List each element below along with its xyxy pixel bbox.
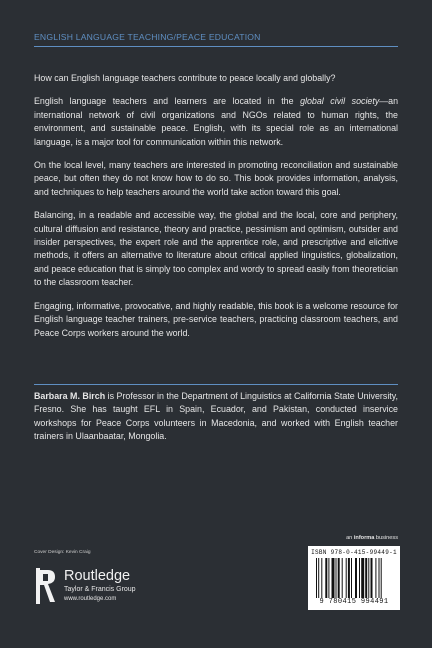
barcode-bar bbox=[346, 558, 347, 598]
publisher-block bbox=[34, 566, 214, 606]
barcode-bar bbox=[368, 558, 369, 598]
barcode-bar bbox=[361, 558, 364, 598]
publisher-group: Taylor & Francis Group bbox=[64, 586, 136, 593]
barcode-bar bbox=[365, 558, 367, 598]
informa-tagline bbox=[346, 535, 398, 541]
p1-emphasis: global civil society bbox=[300, 96, 380, 107]
blurb-paragraph-2: On the local level, many teachers are interested in promoting reconciliation and sustainable peace, but often they do not know how to do so. This book provides information, analysis, and techniques to help teachers around the world take action toward this goal. bbox=[34, 160, 398, 197]
barcode-bar bbox=[381, 558, 382, 598]
informa-suffix: business bbox=[374, 535, 398, 541]
barcode-bar bbox=[318, 558, 319, 598]
barcode-bar bbox=[359, 558, 360, 598]
informa-brand: informa bbox=[353, 535, 375, 541]
barcode-bar bbox=[321, 558, 322, 598]
cover-design-credit: Cover Design: Kevin Craig bbox=[34, 550, 91, 555]
blurb bbox=[34, 72, 398, 350]
author-name: Barbara M. Birch bbox=[34, 391, 106, 401]
series-category: ENGLISH LANGUAGE TEACHING/PEACE EDUCATION bbox=[34, 32, 261, 42]
isbn-label: ISBN 978-0-415-99449-1 bbox=[311, 549, 397, 556]
blurb-paragraph-1 bbox=[34, 95, 398, 149]
barcode-bar bbox=[332, 558, 335, 598]
barcode-bar bbox=[325, 558, 327, 598]
informa-prefix: an bbox=[346, 535, 354, 541]
lead-question: How can English language teachers contribute to peace locally and globally? bbox=[34, 73, 336, 83]
barcode-bar bbox=[336, 558, 337, 598]
author-bio-text: is Professor in the Department of Linguistics at California State University, Fresno. She has taught EFL in Spain, Ecuador, and Pakistan, conducted inservice workshops for Peace Corps volunteers in Macedonia, and worked with English teacher trainers in Ulaanbaatar, Mongolia. bbox=[34, 391, 398, 442]
divider-top bbox=[34, 46, 398, 47]
barcode-number: 9 780415 994491 bbox=[319, 598, 389, 606]
blurb-paragraph-3: Balancing, in a readable and accessible way, the global and the local, core and periphery, cultural diffusion and resistance, theory and practice, pessimism and optimism, outsider and insider perspectives, the expert role and the apprentice role, and prescriptive and elicitive methods, it offers an alternative to literature about critical applied linguistics, globalization, and peace education that is simply too complex and wordy to spread easily from theoretician to the classroom teacher. bbox=[34, 210, 398, 288]
publisher-url: www.routledge.com bbox=[64, 596, 117, 602]
divider-bio bbox=[34, 384, 398, 385]
barcode-bar bbox=[379, 558, 380, 598]
blurb-paragraph-4: Engaging, informative, provocative, and highly readable, this book is a welcome resource for English language teacher trainers, pre-service teachers, practicing classroom teachers, and Peace Corps workers around the world. bbox=[34, 300, 398, 338]
barcode-bar bbox=[342, 558, 343, 598]
p1-end: —an international network of civil organizations and NGOs related to human rights, the environment, and sustainable peace. English, with its special role as an international language, is a major tool for communication within this network. bbox=[34, 96, 399, 147]
barcode-bar bbox=[348, 558, 350, 598]
author-bio bbox=[34, 390, 398, 444]
barcode-bar bbox=[355, 558, 357, 598]
publisher-name: Routledge bbox=[64, 568, 131, 584]
barcode-bar bbox=[338, 558, 340, 598]
barcode-bar bbox=[328, 558, 329, 598]
barcode-bar bbox=[351, 558, 352, 598]
barcode-bar bbox=[375, 558, 376, 598]
isbn-barcode bbox=[308, 546, 400, 610]
barcode-bar bbox=[316, 558, 317, 598]
routledge-logo-icon bbox=[34, 566, 58, 606]
barcode-bars bbox=[316, 558, 392, 598]
barcode-bar bbox=[371, 558, 373, 598]
p1-start: English language teachers and learners are located in the bbox=[34, 96, 301, 107]
